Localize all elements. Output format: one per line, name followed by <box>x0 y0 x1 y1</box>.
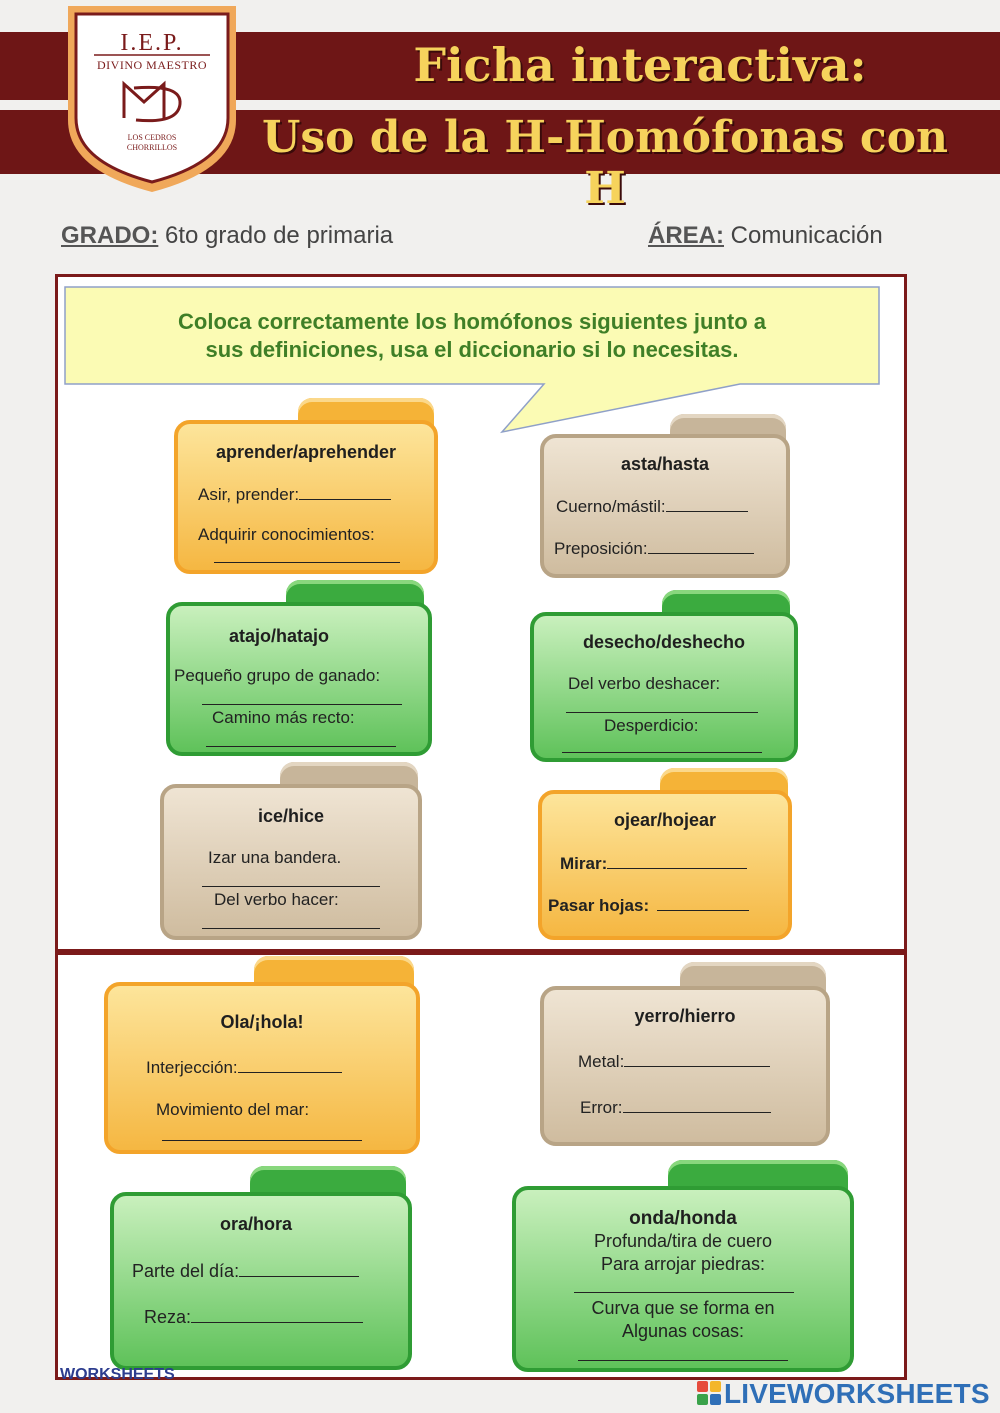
folder-title: aprender/aprehender <box>215 442 397 462</box>
folder-atajo <box>166 580 432 756</box>
folder-onda <box>512 1160 854 1372</box>
definition-label: Para arrojar piedras: <box>600 1254 766 1274</box>
definition-label: Interjección: <box>146 1058 238 1077</box>
grado-info <box>61 222 393 250</box>
folder-title: atajo/hatajo <box>228 626 330 646</box>
school-shield-logo <box>62 0 242 196</box>
folder-title: ojear/hojear <box>613 810 717 830</box>
definition-label: Cuerno/mástil: <box>556 497 666 516</box>
area-value: Comunicación <box>730 222 883 249</box>
folder-title: yerro/hierro <box>634 1006 736 1026</box>
folder-ojear <box>538 768 792 940</box>
definition-label: Mirar: <box>560 854 608 873</box>
definition-label: Parte del día: <box>132 1261 240 1281</box>
page-subtitle: Uso de la H-Homófonas con H <box>261 112 949 214</box>
grado-value: 6to grado de primaria <box>165 222 394 249</box>
instruction-text: Coloca correctamente los homófonos siguientes junto a sus definiciones, usa el diccionario si lo necesitas. <box>178 309 766 362</box>
folder-ola <box>104 956 420 1154</box>
folder-ice <box>160 762 422 940</box>
answer-blank[interactable] <box>666 495 748 512</box>
answer-blank[interactable] <box>206 746 396 747</box>
folder-ora <box>110 1166 412 1370</box>
answer-blank[interactable] <box>162 1140 362 1141</box>
page-title: Ficha interactiva: <box>413 38 867 92</box>
definition-label: Del verbo hacer: <box>214 890 339 909</box>
definition-label: Preposición: <box>554 539 648 558</box>
definition-label: Curva que se forma en <box>591 1298 775 1318</box>
definition-label: Camino más recto: <box>212 708 355 727</box>
definition-label: Del verbo deshacer: <box>568 674 721 693</box>
grado-label: GRADO: <box>61 222 159 249</box>
definition-label: Desperdicio: <box>604 716 699 735</box>
definition-label: Asir, prender: <box>198 485 300 504</box>
definition-label: Metal: <box>578 1052 625 1071</box>
folder-aprender <box>174 398 438 574</box>
area-label: ÁREA: <box>648 222 724 249</box>
answer-blank[interactable] <box>299 483 391 500</box>
liveworksheets-icon <box>696 1380 722 1406</box>
definition-label: Adquirir conocimientos: <box>198 525 375 544</box>
answer-blank[interactable] <box>623 1096 771 1113</box>
answer-blank[interactable] <box>214 562 400 563</box>
folder-title: ora/hora <box>219 1214 293 1234</box>
answer-blank[interactable] <box>202 886 380 887</box>
answer-blank[interactable] <box>202 704 402 705</box>
definition-label: Profunda/tira de cuero <box>593 1231 773 1251</box>
answer-blank[interactable] <box>191 1306 363 1323</box>
answer-blank[interactable] <box>574 1292 794 1293</box>
area-info <box>648 222 883 250</box>
answer-blank[interactable] <box>239 1260 359 1277</box>
answer-blank[interactable] <box>566 712 758 713</box>
answer-blank[interactable] <box>238 1056 342 1073</box>
school-subname: DIVINO MAESTRO <box>97 58 207 72</box>
folder-yerro <box>540 962 830 1146</box>
answer-blank[interactable] <box>657 894 749 911</box>
answer-blank[interactable] <box>562 752 762 753</box>
folder-asta <box>540 414 790 578</box>
worksheets-watermark: WORKSHEETS <box>60 1366 175 1383</box>
answer-blank[interactable] <box>202 928 380 929</box>
folder-title: ice/hice <box>257 806 325 826</box>
answer-blank[interactable] <box>578 1360 788 1361</box>
folder-title: Ola/¡hola! <box>220 1012 304 1032</box>
liveworksheets-brand: LIVEWORKSHEETS <box>724 1378 990 1409</box>
definition-label: Algunas cosas: <box>621 1321 745 1341</box>
folder-desecho <box>530 590 798 762</box>
folder-title: desecho/deshecho <box>582 632 746 652</box>
answer-blank[interactable] <box>624 1050 770 1067</box>
definition-label: Error: <box>580 1098 623 1117</box>
definition-label: Movimiento del mar: <box>156 1100 310 1119</box>
school-name: I.E.P. <box>120 30 184 56</box>
folder-title: asta/hasta <box>620 454 710 474</box>
definition-label: Reza: <box>144 1307 192 1327</box>
definition-label: Pequeño grupo de ganado: <box>174 666 381 685</box>
definition-label: Izar una bandera. <box>208 848 342 867</box>
definition-label: Pasar hojas: <box>548 896 650 915</box>
answer-blank[interactable] <box>607 852 747 869</box>
folder-title: onda/honda <box>629 1208 737 1229</box>
answer-blank[interactable] <box>648 537 754 554</box>
school-location: LOS CEDROS CHORRILLOS <box>126 133 178 152</box>
liveworksheets-logo[interactable] <box>696 1378 990 1410</box>
